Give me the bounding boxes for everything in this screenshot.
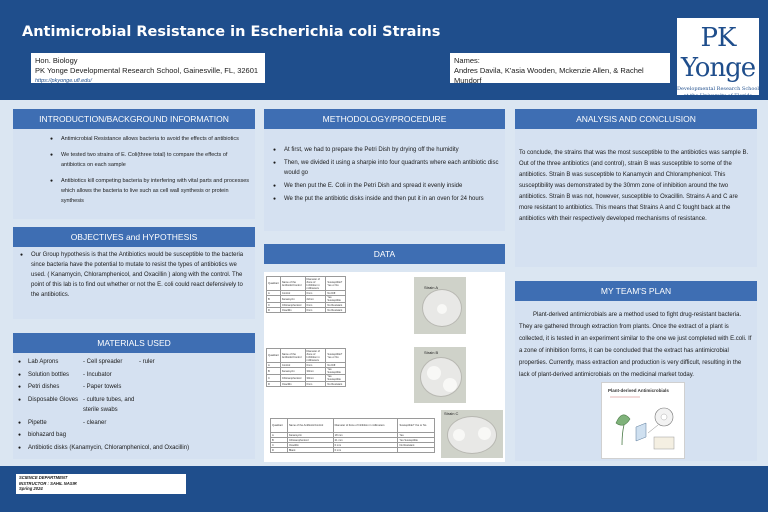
inhibition-zone [427,366,441,380]
table-header-cell: Diameter of Zone of Inhibition in millimeters [333,419,398,433]
petri-photo-strain-a [414,277,466,334]
table-cell: No Resistant [326,303,346,308]
table-header-cell: Diameter of Zone of Inhibition in millimeters [305,349,326,363]
table-cell: Yes Susceptible [326,375,346,382]
table-cell: Oxacillin [280,308,305,313]
names-box [450,53,670,83]
table-cell: Yes [398,433,435,438]
table-cell: B [267,368,281,375]
material-item: ● Solution bottles [17,370,83,381]
material-item [139,370,199,381]
table-cell: No Resistant [326,382,346,387]
table-header-cell: Susceptible? Yes or No [326,277,346,291]
table-cell: 18 mm [333,433,398,438]
table-cell: Yes Susceptible [326,296,346,303]
material-item: - Paper towels [83,384,122,390]
material-item: ● Disposable Gloves [17,395,83,416]
table-row [267,382,346,387]
plan-section-title: MY TEAM'S PLAN [515,281,757,301]
table-cell: 0 mm [333,448,398,453]
table-cell: No Resistant [398,443,435,448]
table-cell: A [271,433,288,438]
footer-department: SCIENCE DEPARTMENT [19,475,68,480]
table-cell: 30mm [305,368,326,375]
table-cell: 21 mm [333,438,398,443]
table-cell: C [267,375,281,382]
table-cell: A [267,291,281,296]
table-cell: 0mm [305,308,326,313]
table-cell: 0mm [305,382,326,387]
table-cell: D [267,308,281,313]
poster-title: Antimicrobial Resistance in Escherichia coli Strains [22,24,441,40]
methodology-section-title: METHODOLOGY/PROCEDURE [264,109,505,129]
table-cell: Kanamycin [287,433,333,438]
objectives-section-title: OBJECTIVES and HYPOTHESIS [13,227,255,247]
material-item: - Cell spreader [83,359,123,365]
table-cell: C [271,443,288,448]
table-cell: Yes Susceptible [326,368,346,375]
material-item: ● Petri dishes [17,382,83,393]
footer-term: Spring 2024 [19,486,43,491]
bullet-item: ● Then, we divided it using a sharpie into four quadrants where each antibiotic disc would go [270,158,501,178]
intro-section-title: INTRODUCTION/BACKGROUND INFORMATION [13,109,255,129]
materials-section-body [13,353,255,459]
material-item [139,418,199,429]
methodology-section-body [264,129,505,231]
table-cell: Oxacillin [287,443,333,448]
table-header-cell: Diameter of Zone of Inhibition in millimeters [305,277,326,291]
table-cell: Oxacillin [280,382,305,387]
table-row [267,368,346,375]
table-header-cell: Name of the Antibiotic/Control [287,419,333,433]
material-item [83,430,139,441]
table-cell: 22mm [305,296,326,303]
objectives-section-body [13,247,255,319]
methodology-bullet-list [270,145,501,204]
petri-dish-a [422,289,462,327]
data-table-strain-b [266,348,346,387]
footer-info-box [16,474,186,494]
petri-photo-strain-b [414,347,466,403]
table-cell: No Diff. [326,291,346,296]
table-cell [398,448,435,453]
table-header-cell: Quadrant [267,277,281,291]
school-url-link[interactable]: https://pkyonge.ufl.edu/ [35,78,92,84]
photo-label-strain-b: Strain B [424,350,439,355]
table-cell: 0mm [305,303,326,308]
school-info-box [31,53,265,83]
data-section-title: DATA [264,244,505,264]
objectives-list [17,250,251,300]
table-row [267,296,346,303]
footer-instructor: INSTRUCTOR : SAHIL NASIR [19,480,77,486]
material-item: - ruler [139,359,155,365]
table-cell: No Resistant [326,308,346,313]
bullet-item: ● We then put the E. Coli in the Petri Dish and spread it evenly inside [270,181,501,191]
table-cell: B [267,296,281,303]
pk-yonge-logo [676,17,760,99]
table-header-row [271,419,435,433]
plan-image-title: Plant-derived Antimicrobials [608,388,669,393]
objectives-text: ● Our Group hypothesis is that the Antibiotics would be susceptible to the bacteria since bacteria have the potential to mutate to resist the types of antibiotics we used. ( Kanamycin, Chloramphenicol, and Oxacillin ) along with the control. The point of this lab is to find out whether or not the E. coli could react defensively to the antibiotics. [17,250,251,300]
table-header-cell: Quadrant [271,419,288,433]
conclusion-text: To conclude, the strains that was the most susceptible to the antibiotics was sample B. Out of the three antibiotics (and control), strain B was susceptible to some of the antibiotics. Strain B was susceptible to Kanamycin and Chloramphenicol. This susceptibility was demonstrated by the 30mm zone of inhibition around the two antibiotics. Strain B was not, however, susceptible to Oxacillin. Strains A and C are more resistant to antibiotics. This means that Strains A and C fought back at the antibiotics with their respectively developed mechanisms of resistance. [519,150,749,222]
plan-diagram-drawing [602,383,686,460]
conclusion-section-body [515,129,757,267]
bullet-item: ● Antimicrobial Resistance allows bacteria to avoid the effects of antibiotics [47,134,251,144]
table-row [267,308,346,313]
material-item: ● Antibiotic disks (Kanamycin, Chloramphenicol, and Oxacillin) [17,443,199,454]
table-header-cell: Name of the Antibiotic/Control [280,277,305,291]
material-item [139,382,199,393]
table-cell: 0mm [305,363,326,368]
table-cell: Control [280,291,305,296]
data-table-strain-a [266,276,346,313]
materials-section-title: MATERIALS USED [13,333,255,353]
plan-text: Plant-derived antimicrobials are a method used to fight drug-resistant bacteria. They are gathered through extraction from plants. Once the extract of a plant is collected, it is tested in an experiment similar to the one we just completed with E.coli. If a zone of inhibition forms, it can be concluded that the extract has antimicrobial properties. Currently, mass extraction and production is very difficult, resulting in the lack of plant-derived antimicrobials on the medicinal market today. [519,312,752,378]
course-name: Hon. Biology [35,56,78,65]
team-names: Andres Davila, K'asia Wooden, Mckenzie Allen, & Rachel Mundorf [454,66,644,85]
table-header-cell: Susceptible? Yes or No [398,419,435,433]
table-header-row [267,349,346,363]
table-header-row [267,277,346,291]
plan-diagram-image [601,382,685,459]
bullet-item: ● At first, we had to prepare the Petri Dish by drying off the humidity [270,145,501,155]
table-cell: D [267,382,281,387]
table-row [271,448,435,453]
bullet-item: ● Antibiotics kill competing bacteria by interfering with vital parts and processes which allows the bacteria to live such as cell wall synthesis or protein synthesis [47,176,251,206]
table-cell: Chloramphenicol [280,303,305,308]
table-cell: Chloramphenicol [287,438,333,443]
intro-bullet-list [47,134,251,206]
material-item: ● Pipette [17,418,83,429]
logo-subtitle: Developmental Research School at the University of Florida [677,86,759,99]
table-cell: Control [280,363,305,368]
inhibition-zone [453,429,465,441]
table-cell: Blank [287,448,333,453]
intro-section-body [13,129,255,219]
table-row [267,375,346,382]
table-cell: No Diff. [326,363,346,368]
table-cell: D [271,448,288,453]
table-cell: C [267,303,281,308]
petri-dish-b [420,357,462,397]
table-header-cell: Susceptible? Yes or No [326,349,346,363]
school-name: PK Yonge Developmental Research School, Gainesville, FL, 32601 [35,66,259,75]
petri-dish-c [447,416,497,454]
table-header-cell: Name of the Antibiotic/Control [280,349,305,363]
table-cell: B [271,438,288,443]
names-label: Names: [454,56,480,65]
table-cell: 0 mm [333,443,398,448]
petri-photo-strain-c [441,410,503,458]
photo-label-strain-c: Strain C [444,411,459,416]
table-cell: A [267,363,281,368]
inhibition-zone [437,304,447,314]
material-item [139,395,199,416]
bullet-item: ● We tested two strains of E. Coli(three total) to compare the effects of antibiotics on each sample [47,150,251,170]
inhibition-zone [478,427,491,440]
materials-grid [13,353,255,453]
material-item: ● biohazard bag [17,430,83,441]
table-cell: Yes Susceptible [398,438,435,443]
material-item: - Incubator [83,371,112,378]
logo-mark: PK Yonge [680,23,756,83]
material-item: - cleaner [83,419,107,426]
conclusion-section-title: ANALYSIS AND CONCLUSION [515,109,757,129]
inhibition-zone [443,378,457,392]
material-item [139,430,199,441]
photo-label-strain-a: Strain A [424,285,439,290]
material-item: - culture tubes, and sterile swabs [83,396,135,413]
data-table-strain-c [270,418,435,453]
table-cell: Chloramphenicol [280,375,305,382]
table-cell: 30mm [305,375,326,382]
table-header-cell: Quadrant [267,349,281,363]
bullet-item: ● We the put the antibiotic disks inside and then put it in an oven for 24 hours [270,194,501,204]
table-cell: Kanamycin [280,296,305,303]
table-cell: 0mm [305,291,326,296]
table-cell: Kanamycin [280,368,305,375]
material-item: ● Lab Aprons [17,357,83,368]
